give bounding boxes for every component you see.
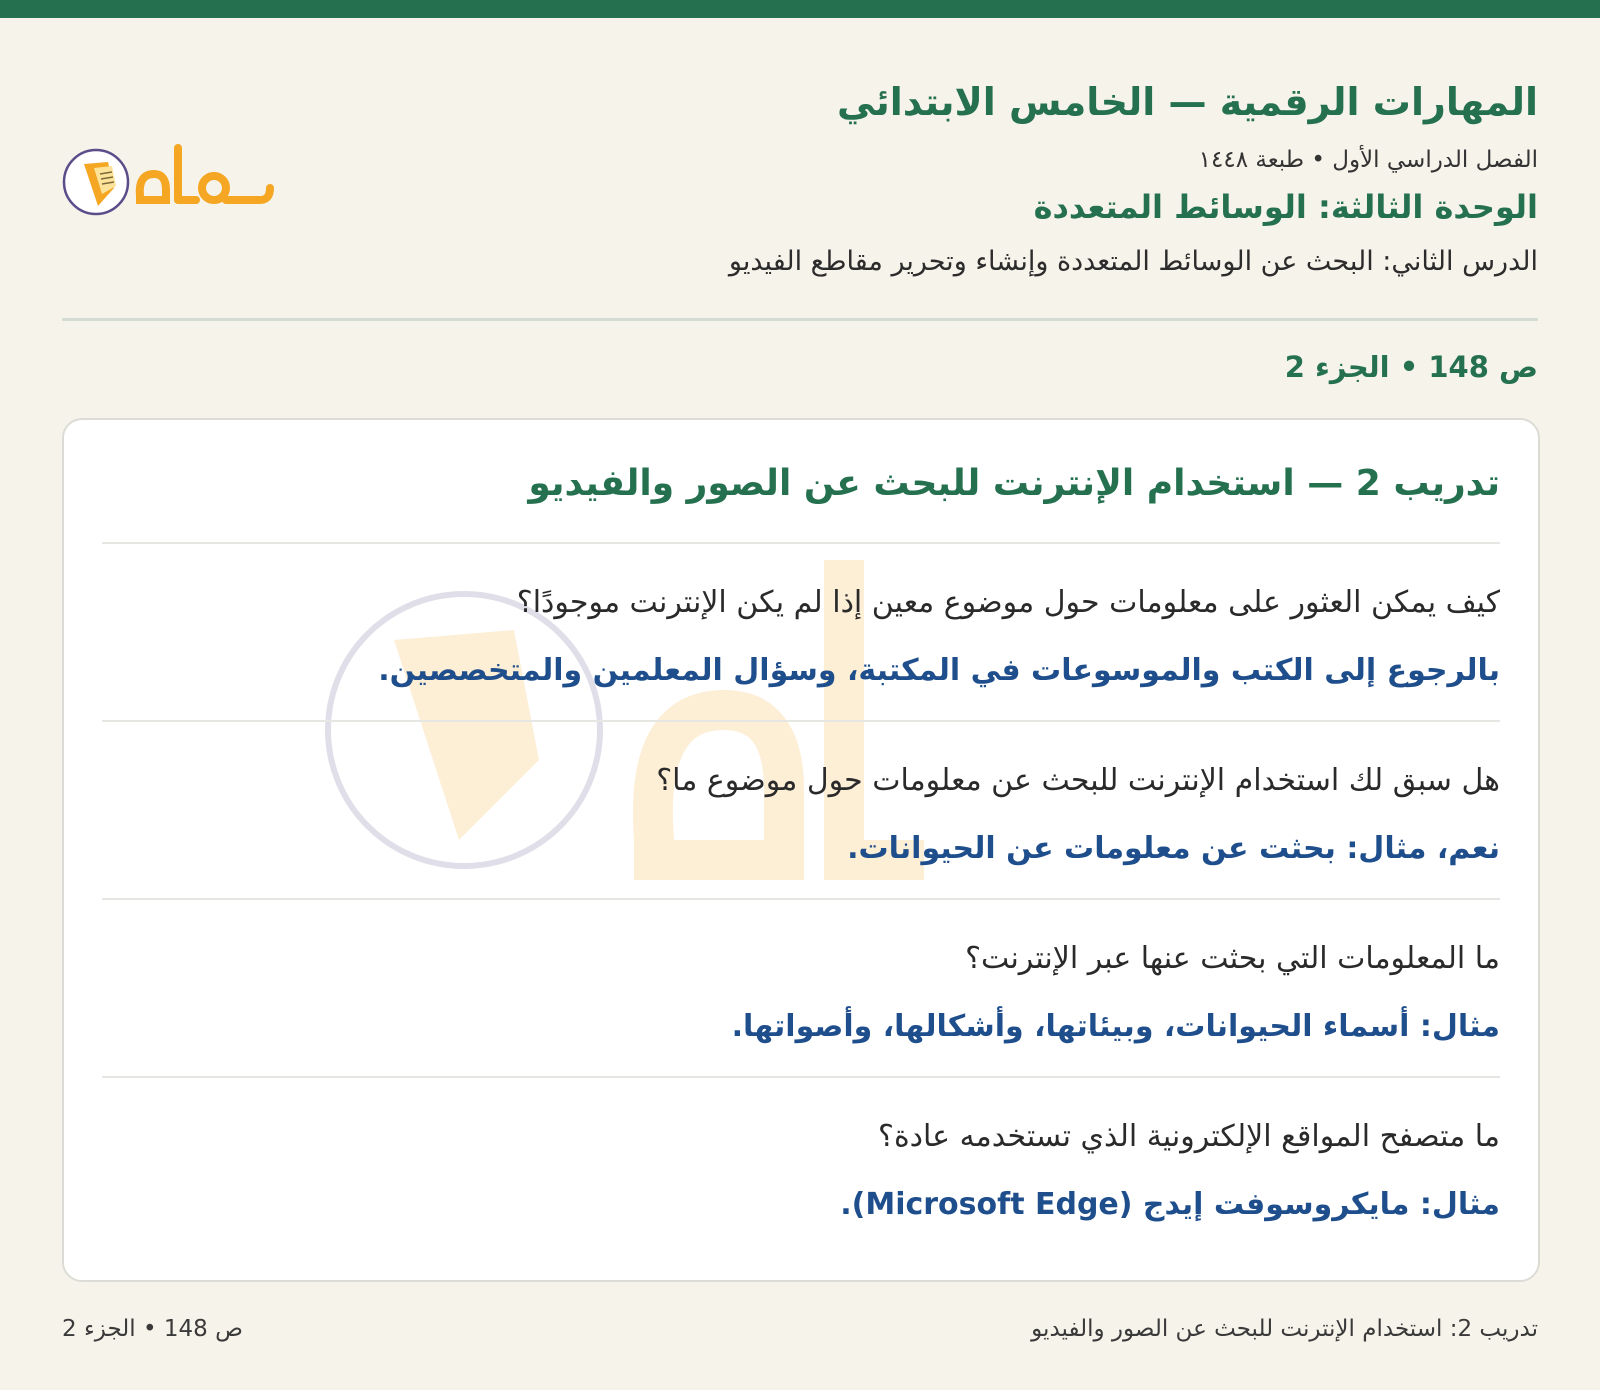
question-text: هل سبق لك استخدام الإنترنت للبحث عن معلومات حول موضوع ما؟	[656, 763, 1500, 798]
answer-text: بالرجوع إلى الكتب والموسوعات في المكتبة، وسؤال المعلمين والمتخصصين.	[378, 653, 1500, 688]
subject-title: المهارات الرقمية — الخامس الابتدائي	[837, 80, 1538, 124]
question-text: كيف يمكن العثور على معلومات حول موضوع معين إذا لم يكن الإنترنت موجودًا؟	[516, 585, 1500, 620]
question-text: ما متصفح المواقع الإلكترونية الذي تستخدمه عادة؟	[878, 1119, 1500, 1154]
term-edition-line: الفصل الدراسي الأول • طبعة ١٤٤٨	[1198, 147, 1538, 173]
answer-text: مثال: أسماء الحيوانات، وبيئاتها، وأشكالها، وأصواتها.	[731, 1009, 1500, 1044]
top-accent-bar	[0, 0, 1600, 18]
footer-page-label: ص 148 • الجزء 2	[62, 1316, 243, 1342]
answer-text: مثال: مايكروسوفت إيدج (Microsoft Edge).	[840, 1187, 1500, 1222]
page-header	[62, 72, 1538, 321]
lesson-title: الدرس الثاني: البحث عن الوسائط المتعددة وإنشاء وتحرير مقاطع الفيديو	[728, 246, 1538, 277]
footer-exercise-label: تدريب 2: استخدام الإنترنت للبحث عن الصور والفيديو	[1031, 1316, 1538, 1342]
unit-title: الوحدة الثالثة: الوسائط المتعددة	[1033, 188, 1538, 226]
exercise-title: تدريب 2 — استخدام الإنترنت للبحث عن الصور والفيديو	[102, 420, 1500, 544]
qa-item	[102, 722, 1500, 900]
exercise-card	[62, 418, 1540, 1282]
question-text: ما المعلومات التي بحثت عنها عبر الإنترنت؟	[965, 941, 1500, 976]
answer-text: نعم، مثال: بحثت عن معلومات عن الحيوانات.	[847, 831, 1500, 866]
qa-item	[102, 900, 1500, 1078]
qa-item	[102, 1078, 1500, 1256]
hulul-logo	[62, 134, 282, 224]
header-text-block	[438, 72, 1538, 288]
exercise-content	[102, 420, 1500, 1256]
page-reference: ص 148 • الجزء 2	[1284, 350, 1538, 384]
qa-item	[102, 544, 1500, 722]
